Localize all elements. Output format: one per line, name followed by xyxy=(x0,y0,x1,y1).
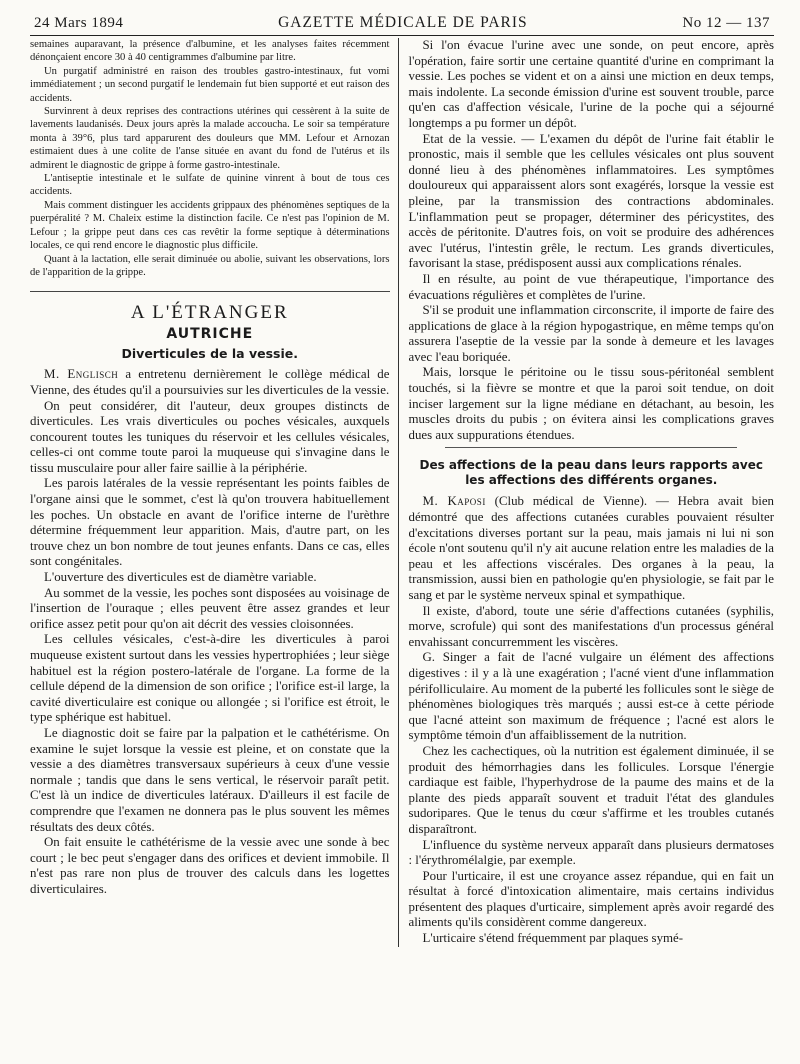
article-title: Des affections de la peau dans leurs rapports avec les affections des différents organes. xyxy=(419,458,763,488)
article-paragraph: Au sommet de la vessie, les poches sont disposées au voisinage de l'insertion de l'ouraque ; elles peuvent être assez grandes et leur orifice assez petit pour qu'on ait décrit des vessies cloisonnées. xyxy=(30,585,390,631)
article-paragraph: Si l'on évacue l'urine avec une sonde, on peut encore, après l'opération, faire sortir une certaine quantité d'urine en comprimant la vessie. Les poches se vident et on a ainsi une miction en deux temps, mais indolente. La seconde émission d'urine est souvent trouble, parce qu'en cas d'affection vésicale, l'urine de la poche qui a séjourné longtemps a pu former un dépôt. xyxy=(408,38,774,130)
issue-page-number: No 12 — 137 xyxy=(682,15,770,31)
intro-paragraph: Un purgatif administré en raison des troubles gastro-intestinaux, fut vomi immédiatement ; un second purgatif le lendemain fut bien supporté et eut raison des accidents. xyxy=(30,65,390,104)
page-header xyxy=(30,14,774,36)
article-paragraph: Le diagnostic doit se faire par la palpation et le cathétérisme. On examine le sujet lorsque la vessie est pleine, et on constate que la vessie a des diamètres transversaux supérieurs à ceux d'une vessie normale ; tandis que dans le sens vertical, le réservoir paraît petit. C'est là un indice de diverticules latéraux. D'ailleurs il est facile de comprendre que l'examen ne donnera pas le plus souvent les mêmes résultats des deux côtés. xyxy=(30,725,390,834)
article-paragraph: L'influence du système nerveux apparaît dans plusieurs dermatoses : l'érythromélalgie, par exemple. xyxy=(408,837,774,868)
journal-title: GAZETTE MÉDICALE DE PARIS xyxy=(278,14,528,31)
article-paragraph: On fait ensuite le cathétérisme de la vessie avec une sonde à bec court ; le bec peut s'engager dans des orifices et devient immobile. Il n'est pas rare non plus de trouver des calculs dans les logettes diverticulaires. xyxy=(30,835,390,896)
article-paragraph: L'ouverture des diverticules est de diamètre variable. xyxy=(44,570,317,585)
intro-paragraph: semaines auparavant, la présence d'albumine, et les analyses faites récemment dénonçaient encore 30 à 40 centigrammes d'albumine par litre. xyxy=(30,39,390,64)
intro-block xyxy=(30,38,390,279)
article-paragraph xyxy=(409,494,775,603)
right-column xyxy=(399,38,775,947)
section-title: A L'ÉTRANGER xyxy=(130,302,289,324)
article-paragraph: On peut considérer, dit l'auteur, deux groupes distincts de diverticules. Les vrais diverticules ou poches vésicales, auxquels concourent toutes les tuniques du réservoir et les cellules vésicales, celles-ci ont comme toute paroi la muqueuse qui s'invagine dans le tissu musculaire pour aller faire saillie à la périphérie. xyxy=(30,398,390,475)
country-heading: AUTRICHE xyxy=(166,326,254,343)
article-paragraph: Il existe, d'abord, toute une série d'affections cutanées (syphilis, morve, scrofule) qui sont des manifestations d'un processus général envahissant concurremment les viscères. xyxy=(408,603,774,649)
article-title: Diverticules de la vessie. xyxy=(121,346,298,362)
article-divider xyxy=(445,447,737,448)
intro-paragraph: Survinrent à deux reprises des contractions utérines qui cessèrent à la suite de lavements laudanisés. Deux jours après la malade accoucha. Le soir sa température monta à 39°6, plus tard apparurent des douleurs que MM. Lefour et Arnozan estimaient dues à une colite de l'anse située en avant du fond de l'utérus et ils admirent le diagnostic de grippe à forme gastro-intestinale. xyxy=(30,106,390,171)
article-paragraph: Il en résulte, au point de vue thérapeutique, l'importance des évacuations régulières et complètes de l'urine. xyxy=(408,271,774,302)
intro-paragraph: Quant à la lactation, elle serait diminuée ou abolie, suivant les observations, lors de l'apparition de la grippe. xyxy=(30,253,390,278)
paragraph-text: (Club médical de Vienne). — Hebra avait bien démontré que des affections cutanées curables pouvaient résulter d'excitations diverses portant sur la peau, mais jamais ni lui ni son école n'ont soutenu qu'il n'y ait aucune relation entre les maladies de la peau et les affections viscérales. Des organes à la peau, la transmission, aussi bien en pathologie qu'en physiologie, se fait par le sang et par le système nerveux spinal et sympathique. xyxy=(408,494,774,602)
article-body xyxy=(30,367,390,897)
article-paragraph: Chez les cachectiques, où la nutrition est également diminuée, il se produit des hémorrhagies dans les follicules. Lorsque l'énergie cardiaque est faible, l'hyperhydrose de la paume des mains et de la plante des pieds apparaît souvent et traduit l'état des glandules sudoripares. Que le tenus du cœur s'affirme et les troubles cutanés disparaîtront. xyxy=(408,743,774,836)
author-name: M. Englisch xyxy=(44,367,119,382)
article-paragraph: G. Singer a fait de l'acné vulgaire un élément des affections digestives : il y a là une exagération ; l'acné vient d'une inflammation périfolliculaire. Au moment de la puberté les follicules sont le siège de phénomènes biologiques très marqués ; aussi est-ce à cette période que l'acné atteint son maximum de fréquence ; l'acné est alors le symptôme témoin d'un affaiblissement de la nutrition. xyxy=(408,650,774,743)
section-divider xyxy=(30,283,390,292)
article-paragraph: Les cellules vésicales, c'est-à-dire les diverticules à paroi muqueuse existent surtout dans les vessies hypertrophiées ; leur siège habituel est la région postero-latérale de l'organe. La forme de la cellule dépend de la dimension de son orifice ; l'orifice est-il large, la cavité diverticulaire est conique ou allongée ; si l'orifice est étroit, le type sphérique est habituel. xyxy=(30,632,390,725)
left-column xyxy=(30,38,398,947)
author-name: M. Kaposi xyxy=(422,494,486,509)
article-paragraph: S'il se produit une inflammation circonscrite, il importe de faire des applications de glace à la région hypogastrique, en même temps qu'on assurera l'aseptie de la vessie par la sonde à demeure et les lavages avec l'eau boriquée. xyxy=(408,303,774,364)
intro-paragraph: Mais comment distinguer les accidents grippaux des phénomènes septiques de la puerpéralité ? M. Chaleix estime la distinction facile. Ce n'est pas l'opinion de M. Lefour ; la grippe peut dans ces cas revêtir la forme septique à déterminations locales, ce qui rend encore le diagnostic plus difficile. xyxy=(30,199,390,252)
text-columns xyxy=(30,38,774,947)
article-paragraph: Etat de la vessie. — L'examen du dépôt de l'urine fait établir le pronostic, mais il semble que les cellules vésicales ont plus souvent donné lieu à des phénomènes inflammatoires. Les symptômes douloureux qui apparaissent alors sont exagérés, lorsque la vessie est pleine, par la transmission des contractions abdominales. L'inflammation peut se propager, déterminer des péricystites, des accès de péritonite. D'autres fois, on voit se produire des adhérences avec l'utérus, l'intestin grêle, le rectum. Les grands diverticules, favorisant la stase, prédisposent aussi aux complications rénales. xyxy=(408,131,774,271)
article-paragraph xyxy=(30,367,390,398)
intro-paragraph: L'antiseptie intestinale et le sulfate de quinine vinrent à bout de tous ces accidents. xyxy=(30,173,390,198)
article-paragraph: Les parois latérales de la vessie représentant les points faibles de l'organe ainsi que le sommet, c'est là qu'on trouvera habituellement les poches. Un obstacle en avant de l'orifice interne de l'urèthre détermine fréquemment leur apparition. Mais, d'autre part, on les trouve chez un bon nombre de tout jeunes enfants. Dans ce cas, elles sont congénitales. xyxy=(30,476,390,569)
header-date: 24 Mars 1894 xyxy=(34,15,124,31)
article-paragraph: Pour l'urticaire, il est une croyance assez répandue, qui en fait un résultat à forcé d'intoxication alimentaire, mais certains individus présentent des plaques d'urticaire, simplement après avoir regardé des aliments qu'ils considèrent comme dangereux. xyxy=(408,868,774,930)
article-paragraph: Mais, lorsque le péritoine ou le tissu sous-péritonéal semblent touchés, si la fièvre se montre et que la paroi soit tendue, on doit inciser largement sur la ligne médiane en détachant, au besoin, les muscles droits du pubis ; on évitera ainsi les complications graves dues aux suppurations étendues. xyxy=(408,365,774,442)
paragraph-text: a entretenu dernièrement le collège médical de Vienne, des études qu'il a poursuivies sur les diverticules de la vessie. xyxy=(30,367,390,397)
article-paragraph: L'urticaire s'étend fréquemment par plaques symé- xyxy=(422,931,684,946)
